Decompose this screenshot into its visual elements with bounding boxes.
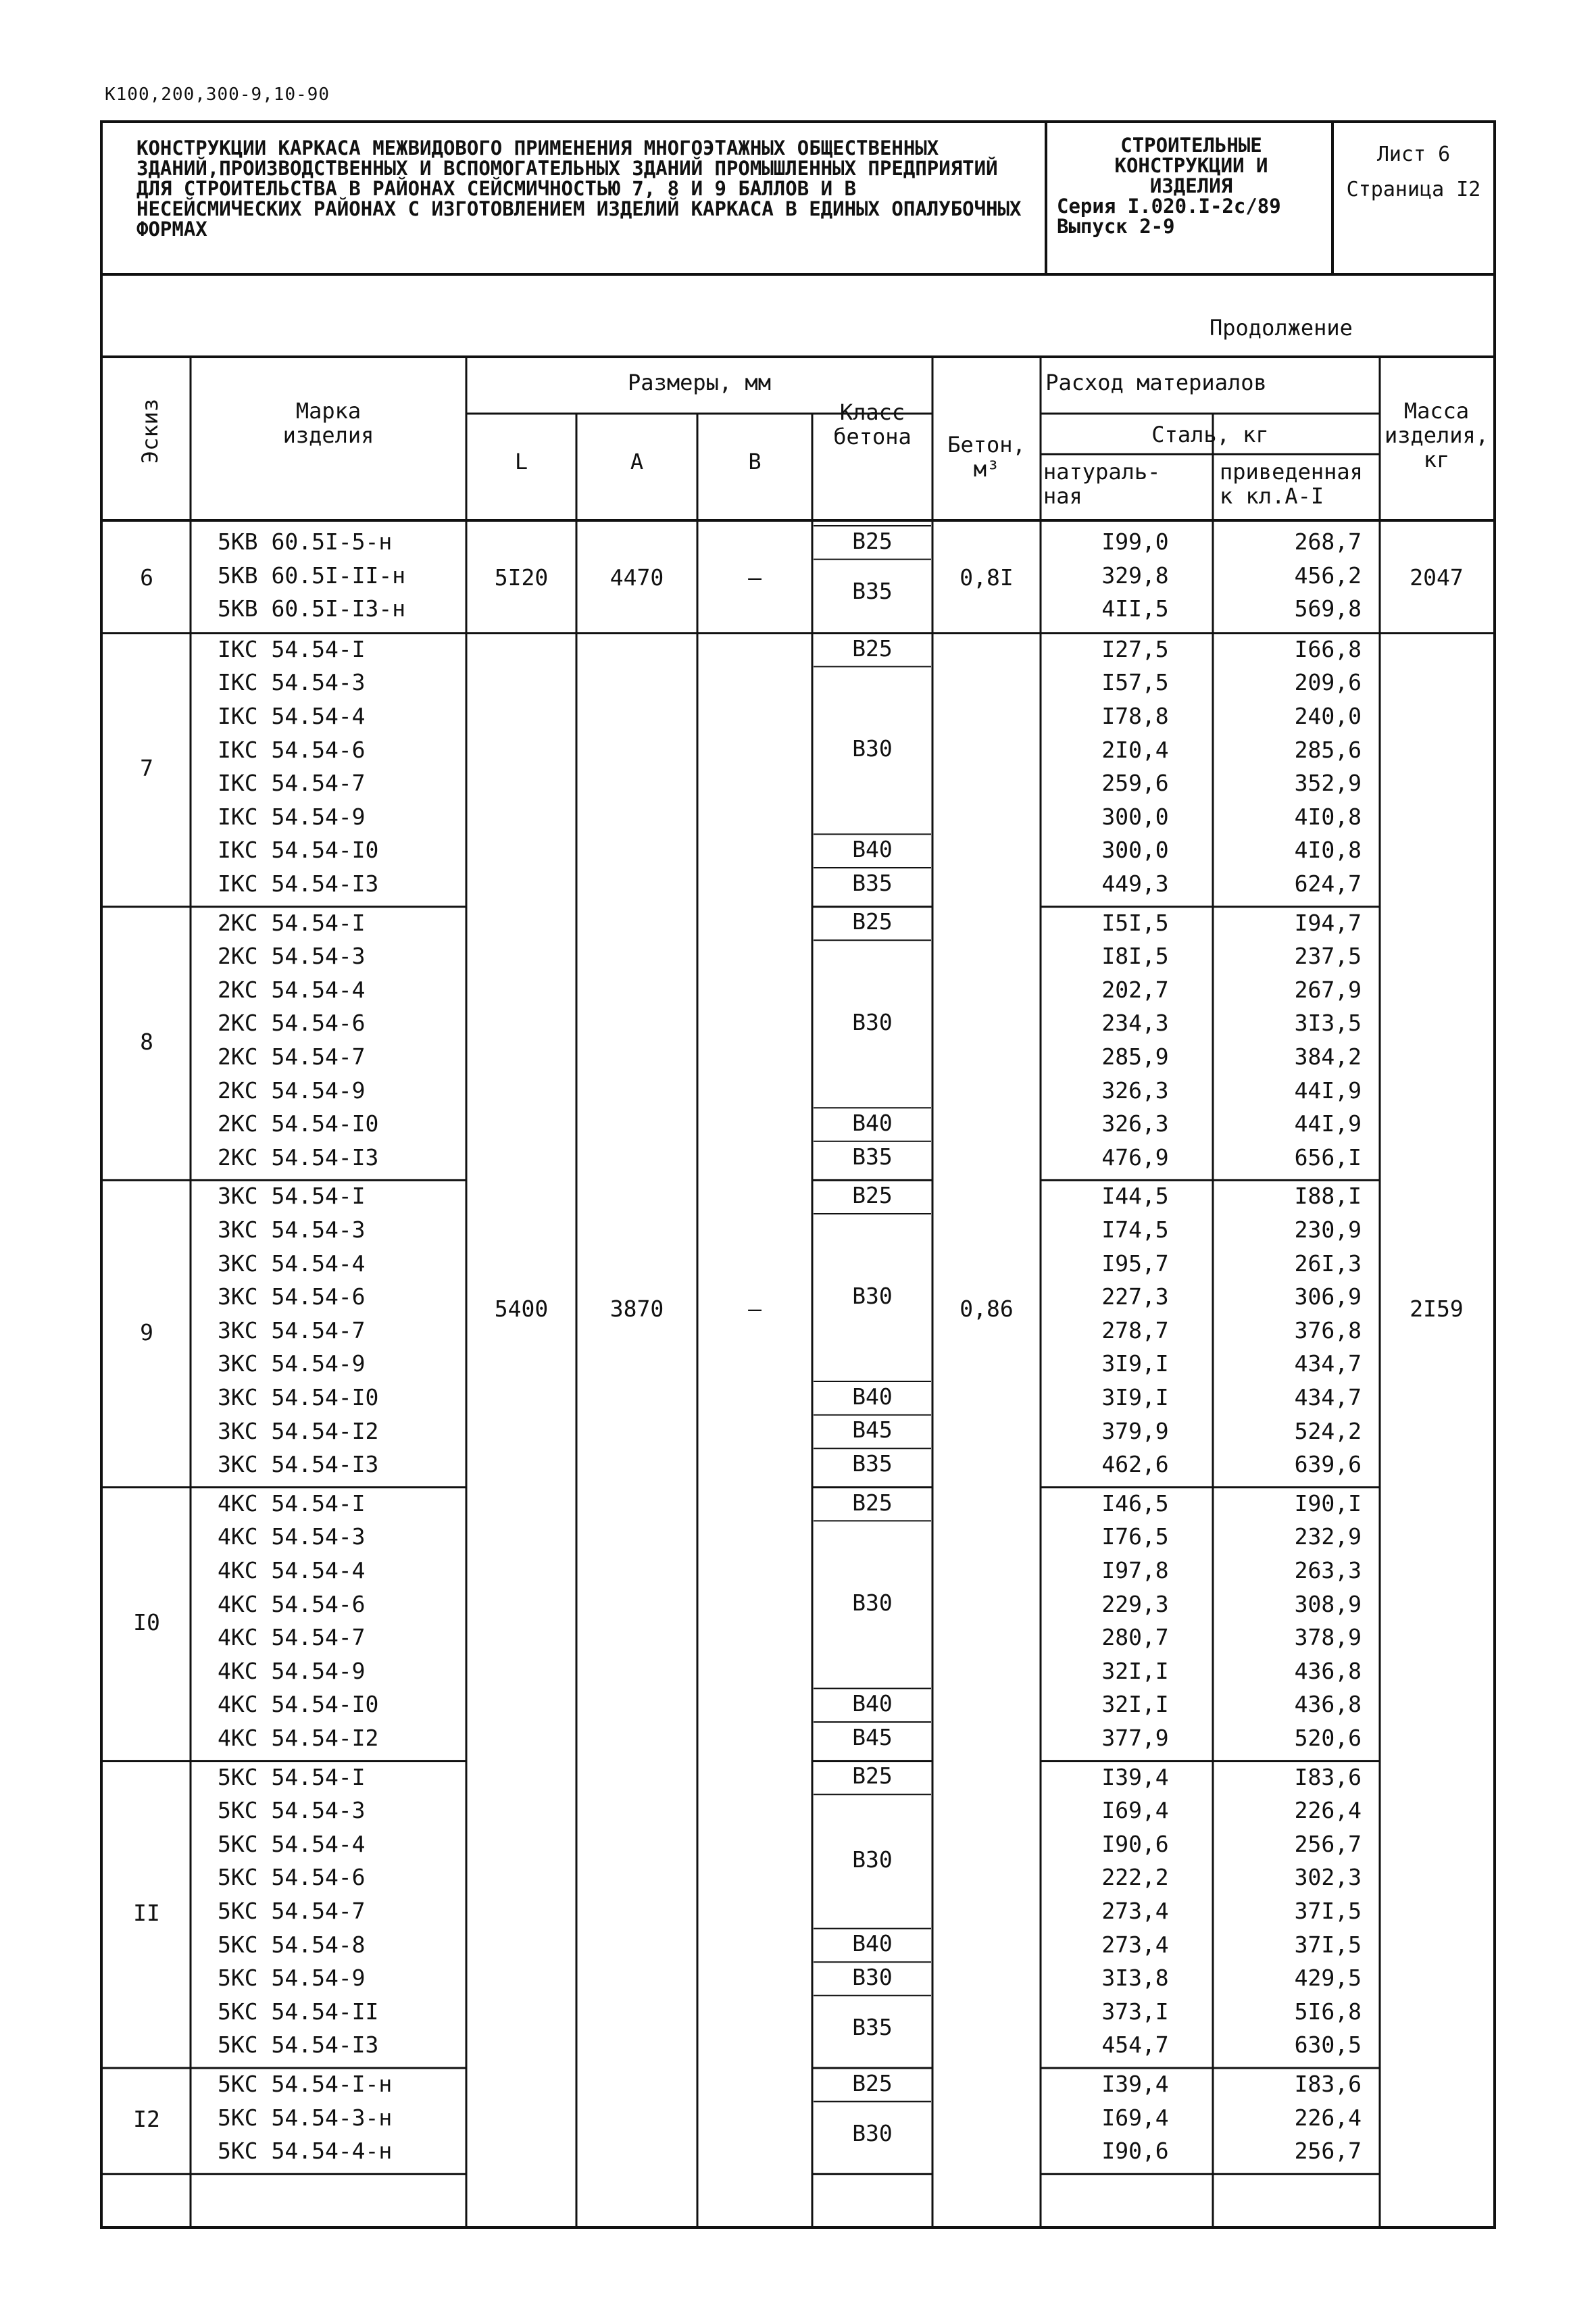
steel-reduced: 639,6 xyxy=(1294,1451,1362,1478)
product-mark: IКС 54.54-6 xyxy=(218,736,366,763)
steel-reduced: 209,6 xyxy=(1294,669,1362,696)
sketch-number: I0 xyxy=(133,1609,160,1636)
header-concrete-class: Класс бетона xyxy=(833,399,912,449)
product-mark: 5КВ 60.5I-5-н xyxy=(218,528,393,555)
steel-natural: 202,7 xyxy=(1101,976,1169,1003)
steel-reduced: 434,7 xyxy=(1294,1350,1362,1377)
steel-natural: 222,2 xyxy=(1101,1864,1169,1891)
header-L: L xyxy=(514,449,528,474)
steel-reduced: 263,3 xyxy=(1294,1557,1362,1583)
concrete-class-cell: B30 xyxy=(852,735,893,762)
steel-reduced: I66,8 xyxy=(1294,635,1362,662)
product-mark: IКС 54.54-9 xyxy=(218,803,366,830)
steel-reduced: 524,2 xyxy=(1294,1417,1362,1444)
product-mass: 2I59 xyxy=(1410,1295,1464,1322)
product-mark: IКС 54.54-4 xyxy=(218,703,366,729)
product-mark: 2КС 54.54-I xyxy=(218,909,366,936)
page-number: Страница I2 xyxy=(1346,178,1481,201)
steel-natural: 462,6 xyxy=(1101,1451,1169,1478)
category-line-1: СТРОИТЕЛЬНЫЕ xyxy=(1120,134,1262,157)
product-mark: 3КС 54.54-9 xyxy=(218,1350,366,1377)
sketch-number: I2 xyxy=(133,2106,160,2133)
steel-reduced: 436,8 xyxy=(1294,1657,1362,1684)
steel-natural: I74,5 xyxy=(1101,1216,1169,1243)
steel-reduced: I94,7 xyxy=(1294,909,1362,936)
product-mark: 5КС 54.54-I-н xyxy=(218,2071,393,2097)
concrete-class-cell: B25 xyxy=(852,1489,893,1516)
steel-reduced: 456,2 xyxy=(1294,562,1362,589)
product-mark: 5КС 54.54-6 xyxy=(218,1864,366,1891)
steel-natural: I95,7 xyxy=(1101,1250,1169,1277)
steel-natural: I5I,5 xyxy=(1101,909,1169,936)
steel-reduced: 237,5 xyxy=(1294,943,1362,970)
steel-reduced: 226,4 xyxy=(1294,2104,1362,2131)
product-mark: 2КС 54.54-I0 xyxy=(218,1110,379,1137)
steel-reduced: 302,3 xyxy=(1294,1864,1362,1891)
concrete-class-cell: B30 xyxy=(852,1009,893,1036)
steel-natural: 3I9,I xyxy=(1101,1384,1169,1410)
steel-natural: I69,4 xyxy=(1101,1797,1169,1824)
steel-reduced: 285,6 xyxy=(1294,736,1362,763)
product-mark: IКС 54.54-7 xyxy=(218,770,366,797)
sketch-number: II xyxy=(133,1899,160,1926)
steel-reduced: 37I,5 xyxy=(1294,1898,1362,1924)
steel-natural: 2I0,4 xyxy=(1101,736,1169,763)
product-mark: 5КС 54.54-4 xyxy=(218,1830,366,1857)
steel-reduced: 434,7 xyxy=(1294,1384,1362,1410)
product-mark: 5КС 54.54-II xyxy=(218,1998,379,2025)
steel-natural: 234,3 xyxy=(1101,1010,1169,1037)
header-B: B xyxy=(748,449,762,474)
concrete-class-cell: B25 xyxy=(852,527,893,554)
concrete-class-cell: B35 xyxy=(852,1143,893,1170)
product-mark: 2КС 54.54-6 xyxy=(218,1010,366,1037)
product-mark: 3КС 54.54-7 xyxy=(218,1316,366,1344)
concrete-class-cell: B35 xyxy=(852,578,893,605)
product-mark: 3КС 54.54-6 xyxy=(218,1283,366,1310)
header-concrete: Бетон, м³ xyxy=(947,432,1026,482)
steel-natural: 377,9 xyxy=(1101,1725,1169,1751)
product-mark: 2КС 54.54-7 xyxy=(218,1043,366,1070)
product-mark: 3КС 54.54-I2 xyxy=(218,1417,379,1444)
header-A: A xyxy=(630,449,644,474)
steel-natural: I97,8 xyxy=(1101,1557,1169,1583)
steel-natural: I69,4 xyxy=(1101,2104,1169,2131)
product-mark: 2КС 54.54-9 xyxy=(218,1077,366,1104)
steel-natural: 278,7 xyxy=(1101,1316,1169,1344)
steel-reduced: 44I,9 xyxy=(1294,1110,1362,1137)
product-mark: 2КС 54.54-I3 xyxy=(218,1143,379,1171)
header-dimensions: Размеры, мм xyxy=(628,370,771,395)
header-sketch: Эскиз xyxy=(137,398,163,464)
steel-reduced: 630,5 xyxy=(1294,2032,1362,2059)
product-mark: 5КС 54.54-9 xyxy=(218,1965,366,1992)
concrete-class-cell: B45 xyxy=(852,1417,893,1444)
sketch-number: 9 xyxy=(140,1319,153,1346)
sketch-number: 8 xyxy=(140,1029,153,1055)
dimension-B: – xyxy=(748,564,762,591)
steel-natural: I90,6 xyxy=(1101,1830,1169,1857)
product-mark: 5КС 54.54-I xyxy=(218,1763,366,1790)
steel-natural: 3I3,8 xyxy=(1101,1965,1169,1992)
steel-reduced: 240,0 xyxy=(1294,703,1362,729)
steel-natural: 32I,I xyxy=(1101,1691,1169,1718)
concrete-class-cell: B40 xyxy=(852,1930,893,1957)
steel-reduced: 26I,3 xyxy=(1294,1250,1362,1277)
product-mark: 5КВ 60.5I-II-н xyxy=(218,562,406,589)
sketch-number: 6 xyxy=(140,564,153,591)
steel-reduced: 352,9 xyxy=(1294,770,1362,797)
steel-reduced: 230,9 xyxy=(1294,1216,1362,1243)
steel-natural: I99,0 xyxy=(1101,528,1169,555)
header-steel-natural: натураль- ная xyxy=(1043,459,1161,509)
dimension-L: 5400 xyxy=(494,1295,549,1322)
dimension-B: – xyxy=(748,1295,762,1322)
product-mark: IКС 54.54-I0 xyxy=(218,837,379,864)
concrete-class-cell: B40 xyxy=(852,836,893,863)
steel-natural: I39,4 xyxy=(1101,1763,1169,1790)
product-mark: 5КС 54.54-3 xyxy=(218,1797,366,1824)
product-mark: 5КВ 60.5I-I3-н xyxy=(218,595,406,622)
issue-number: Выпуск 2-9 xyxy=(1057,215,1175,238)
product-mark: 2КС 54.54-4 xyxy=(218,976,366,1003)
product-mark: 5КС 54.54-I3 xyxy=(218,2032,379,2059)
steel-natural: 32I,I xyxy=(1101,1657,1169,1684)
concrete-class-cell: B30 xyxy=(852,1590,893,1617)
steel-natural: 300,0 xyxy=(1101,803,1169,830)
category-line-3: ИЗДЕЛИЯ xyxy=(1149,174,1233,197)
concrete-class-cell: B30 xyxy=(852,2120,893,2147)
concrete-class-cell: B45 xyxy=(852,1723,893,1750)
header-steel: Сталь, кг xyxy=(1151,422,1269,447)
steel-natural: 449,3 xyxy=(1101,870,1169,897)
product-mark: 3КС 54.54-3 xyxy=(218,1216,366,1243)
steel-natural: 373,I xyxy=(1101,1998,1169,2025)
product-mark: IКС 54.54-I xyxy=(218,635,366,662)
product-mark: 3КС 54.54-I0 xyxy=(218,1384,379,1410)
steel-natural: I8I,5 xyxy=(1101,943,1169,970)
steel-natural: 285,9 xyxy=(1101,1043,1169,1070)
concrete-volume: 0,8I xyxy=(959,564,1014,591)
concrete-class-cell: B25 xyxy=(852,1182,893,1209)
product-mark: 4КС 54.54-4 xyxy=(218,1557,366,1583)
concrete-class-cell: B35 xyxy=(852,2014,893,2041)
dimension-L: 5I20 xyxy=(494,564,549,591)
steel-reduced: 429,5 xyxy=(1294,1965,1362,1992)
steel-reduced: 306,9 xyxy=(1294,1283,1362,1310)
product-mark: 5КС 54.54-4-н xyxy=(218,2138,393,2165)
sheet-number: Лист 6 xyxy=(1376,143,1451,166)
concrete-class-cell: B35 xyxy=(852,1450,893,1477)
product-mark: 5КС 54.54-7 xyxy=(218,1898,366,1924)
header-steel-reduced: приведенная к кл.А-I xyxy=(1220,459,1363,509)
header-mark: Марка изделия xyxy=(282,398,374,448)
concrete-class-cell: B40 xyxy=(852,1110,893,1136)
steel-natural: 379,9 xyxy=(1101,1417,1169,1444)
product-mark: 3КС 54.54-4 xyxy=(218,1250,366,1277)
concrete-class-cell: B25 xyxy=(852,635,893,662)
steel-reduced: 378,9 xyxy=(1294,1624,1362,1651)
steel-reduced: I88,I xyxy=(1294,1183,1362,1210)
steel-reduced: I90,I xyxy=(1294,1490,1362,1517)
category-line-2: КОНСТРУКЦИИ И xyxy=(1114,154,1268,177)
steel-natural: I76,5 xyxy=(1101,1523,1169,1550)
product-mark: 3КС 54.54-I xyxy=(218,1183,366,1210)
steel-reduced: 624,7 xyxy=(1294,870,1362,897)
steel-natural: I46,5 xyxy=(1101,1490,1169,1517)
steel-reduced: 256,7 xyxy=(1294,2138,1362,2165)
steel-reduced: 308,9 xyxy=(1294,1590,1362,1617)
steel-natural: 326,3 xyxy=(1101,1077,1169,1104)
steel-reduced: 436,8 xyxy=(1294,1691,1362,1718)
product-mark: 4КС 54.54-3 xyxy=(218,1523,366,1550)
steel-natural: 3I9,I xyxy=(1101,1350,1169,1377)
steel-natural: I57,5 xyxy=(1101,669,1169,696)
concrete-class-cell: B25 xyxy=(852,908,893,935)
sketch-number: 7 xyxy=(140,755,153,782)
steel-reduced: 4I0,8 xyxy=(1294,803,1362,830)
product-mark: 4КС 54.54-9 xyxy=(218,1657,366,1684)
header-materials: Расход материалов xyxy=(1045,370,1267,395)
title-description: КОНСТРУКЦИИ КАРКАСА МЕЖВИДОВОГО ПРИМЕНЕНИЯ МНОГОЭТАЖНЫХ ОБЩЕСТВЕННЫХ ЗДАНИЙ,ПРОИЗВОДСТВЕННЫХ И ВСПОМОГАТЕЛЬНЫХ ЗДАНИЙ ПРОМЫШЛЕННЫХ ПРЕДПРИЯТИЙ ДЛЯ СТРОИТЕЛЬСТВА В РАЙОНАХ СЕЙСМИЧНОСТЬЮ 7, 8 И 9 БАЛЛОВ И В НЕСЕЙСМИЧЕСКИХ РАЙОНАХ С ИЗГОТОВЛЕНИЕМ ИЗДЕЛИЙ КАРКАСА В ЕДИНЫХ ОПАЛУБОЧНЫХ ФОРМАХ xyxy=(103,123,1047,273)
product-mark: 3КС 54.54-I3 xyxy=(218,1451,379,1478)
product-mark: 5КС 54.54-3-н xyxy=(218,2104,393,2131)
steel-natural: 329,8 xyxy=(1101,562,1169,589)
steel-reduced: 3I3,5 xyxy=(1294,1010,1362,1037)
steel-reduced: 656,I xyxy=(1294,1143,1362,1171)
steel-reduced: I83,6 xyxy=(1294,2071,1362,2097)
steel-reduced: 376,8 xyxy=(1294,1316,1362,1344)
header-mass: Масса изделия, кг xyxy=(1384,398,1489,472)
document-code: К100,200,300-9,10-90 xyxy=(105,84,330,105)
steel-natural: 476,9 xyxy=(1101,1143,1169,1171)
steel-natural: 300,0 xyxy=(1101,837,1169,864)
steel-reduced: 5I6,8 xyxy=(1294,1998,1362,2025)
concrete-class-cell: B30 xyxy=(852,1846,893,1873)
concrete-class-cell: B35 xyxy=(852,869,893,896)
steel-reduced: 44I,9 xyxy=(1294,1077,1362,1104)
concrete-volume: 0,86 xyxy=(959,1295,1014,1322)
dimension-A: 3870 xyxy=(609,1295,664,1322)
steel-natural: 326,3 xyxy=(1101,1110,1169,1137)
steel-natural: 280,7 xyxy=(1101,1624,1169,1651)
steel-natural: I90,6 xyxy=(1101,2138,1169,2165)
concrete-class-cell: B30 xyxy=(852,1283,893,1309)
steel-natural: I78,8 xyxy=(1101,703,1169,729)
steel-reduced: I83,6 xyxy=(1294,1763,1362,1790)
product-mark: 4КС 54.54-I xyxy=(218,1490,366,1517)
steel-natural: 229,3 xyxy=(1101,1590,1169,1617)
steel-natural: I44,5 xyxy=(1101,1183,1169,1210)
product-mark: IКС 54.54-I3 xyxy=(218,870,379,897)
product-mark: 4КС 54.54-I2 xyxy=(218,1725,379,1751)
steel-reduced: 37I,5 xyxy=(1294,1931,1362,1958)
steel-natural: I27,5 xyxy=(1101,635,1169,662)
concrete-class-cell: B40 xyxy=(852,1690,893,1717)
product-mark: 4КС 54.54-7 xyxy=(218,1624,366,1651)
product-mark: 4КС 54.54-6 xyxy=(218,1590,366,1617)
steel-reduced: 232,9 xyxy=(1294,1523,1362,1550)
steel-reduced: 268,7 xyxy=(1294,528,1362,555)
steel-natural: 227,3 xyxy=(1101,1283,1169,1310)
steel-reduced: 520,6 xyxy=(1294,1725,1362,1751)
product-mark: IКС 54.54-3 xyxy=(218,669,366,696)
dimension-A: 4470 xyxy=(609,564,664,591)
steel-reduced: 384,2 xyxy=(1294,1043,1362,1070)
steel-reduced: 569,8 xyxy=(1294,595,1362,622)
concrete-class-cell: B25 xyxy=(852,2069,893,2096)
product-mass: 2047 xyxy=(1410,564,1464,591)
concrete-class-cell: B25 xyxy=(852,1763,893,1790)
steel-reduced: 4I0,8 xyxy=(1294,837,1362,864)
steel-reduced: 267,9 xyxy=(1294,976,1362,1003)
concrete-class-cell: B40 xyxy=(852,1383,893,1410)
series-number: Серия I.020.I-2с/89 xyxy=(1057,195,1281,218)
steel-reduced: 256,7 xyxy=(1294,1830,1362,1857)
concrete-class-cell: B30 xyxy=(852,1964,893,1990)
steel-reduced: 226,4 xyxy=(1294,1797,1362,1824)
continuation-label: Продолжение xyxy=(1210,315,1353,341)
product-mark: 5КС 54.54-8 xyxy=(218,1931,366,1958)
steel-natural: I39,4 xyxy=(1101,2071,1169,2097)
steel-natural: 273,4 xyxy=(1101,1931,1169,1958)
steel-natural: 454,7 xyxy=(1101,2032,1169,2059)
product-mark: 2КС 54.54-3 xyxy=(218,943,366,970)
steel-natural: 259,6 xyxy=(1101,770,1169,797)
product-mark: 4КС 54.54-I0 xyxy=(218,1691,379,1718)
steel-natural: 4II,5 xyxy=(1101,595,1169,622)
steel-natural: 273,4 xyxy=(1101,1898,1169,1924)
